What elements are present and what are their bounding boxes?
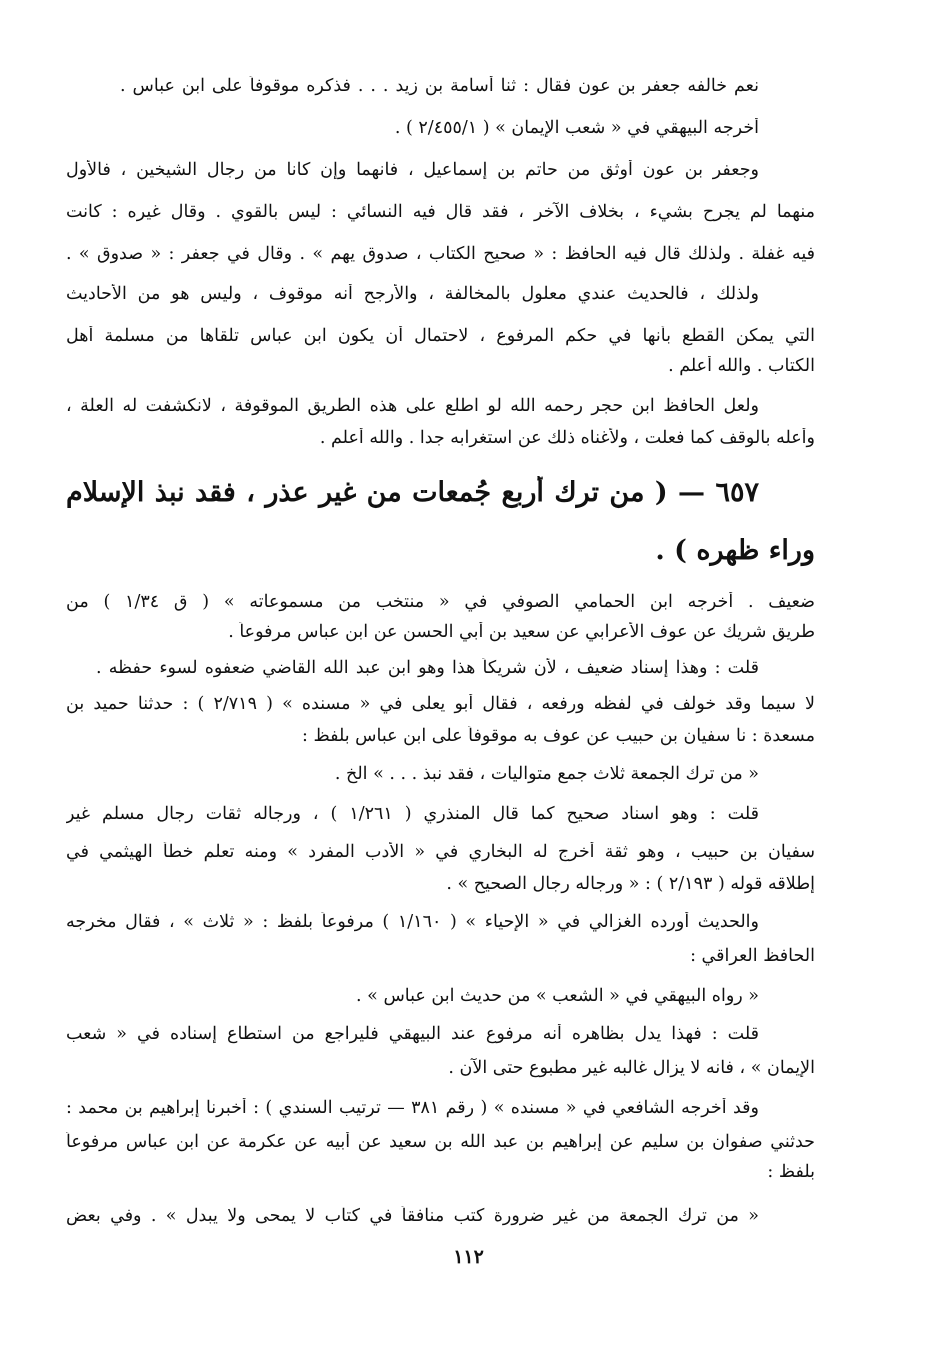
text-line: حدثني صفوان بن سليم عن إبراهيم بن عبد الله بن سعيد عن أبيه عن عكرمة عن ابن عباس مرفوعاً	[66, 1132, 815, 1152]
page-number: ١١٢	[453, 1246, 484, 1268]
text-line: وجعفر بن عون أوثق من حاتم بن إسماعيل ، فانهما وإن كانا من رجال الشيخين ، فالأول	[66, 160, 759, 180]
text-line: ولعل الحافظ ابن حجر رحمه الله لو اطلع على هذه الطريق الموقوفة ، لانكشفت له العلة ،	[66, 396, 759, 416]
text-line: وقد أخرجه الشافعي في « مسنده » ( رقم ٣٨١ — ترتيب السندي ) : أخبرنا إبراهيم بن محمد :	[66, 1098, 759, 1118]
text-line: إطلاقه قوله ( ٢/١٩٣ ) : « ورجاله رجال الصحيح » .	[446, 874, 815, 894]
text-line: التي يمكن القطع بأنها في حكم المرفوع ، لاحتمال أن يكون ابن عباس تلقاها من مسلمة أهل	[66, 326, 815, 346]
text-line: قلت : فهذا يدل بظاهره أنه مرفوع عند البيهقي فليراجع من استطاع إسناده في « شعب	[66, 1024, 759, 1044]
text-line: والحديث أورده الغزالي في « الإحياء » ( ١/١٦٠ ) مرفوعاً بلفظ : « ثلاث » ، فقال مخرجه	[66, 912, 759, 932]
text-line: قلت : وهو اسناد صحيح كما قال المنذري ( ١/٢٦١ ) ، ورجاله ثقات رجال مسلم غير	[66, 804, 759, 824]
text-line: نعم خالفه جعفر بن عون فقال : ثنا أسامة بن زيد . . . فذكره موقوفاً على ابن عباس .	[120, 76, 759, 96]
text-line: أخرجه البيهقي في « شعب الإيمان » ( ٢/٤٥٥/١ ) .	[394, 118, 759, 138]
text-line: الإيمان » ، فانه لا يزال غالبه غير مطبوع حتى الآن .	[448, 1058, 815, 1078]
text-line: فيه غفلة . ولذلك قال فيه الحافظ : « صحيح الكتاب ، صدوق يهم » . وقال في جعفر : « صدوق » .	[66, 244, 815, 264]
text-line: « من ترك الجمعة ثلاث جمع متواليات ، فقد نبذ . . . » الخ .	[334, 764, 759, 784]
text-line: « من ترك الجمعة من غير ضرورة كتب منافقاً في كتاب لا يمحى ولا يبدل » . وفي بعض	[66, 1206, 759, 1226]
text-line: لا سيما وقد خولف في لفظه ورفعه ، فقال أبو يعلى في « مسنده » ( ٢/٧١٩ ) : حدثنا حميد بن	[66, 694, 815, 714]
text-line: طريق شريك عن عوف الأعرابي عن سعيد بن أبي الحسن عن ابن عباس مرفوعاً .	[228, 622, 815, 642]
text-line: بلفظ :	[767, 1162, 815, 1182]
text-line: مسعدة : نا سفيان بن حبيب عن عوف به موقوفاً على ابن عباس بلفظ :	[302, 726, 815, 746]
text-line: الكتاب . والله أعلم .	[668, 356, 815, 376]
text-line: ضعيف . أخرجه ابن الحمامي الصوفي في « منتخب من مسموعاته » ( ق ١/٣٤ ) من	[66, 592, 815, 612]
hadith-heading: وراء ظهره ) .	[655, 535, 815, 566]
text-line: منهما لم يجرح بشيء ، بخلاف الآخر ، فقد قال فيه النسائي : ليس بالقوي . وقال غيره : كانت	[66, 202, 815, 222]
text-line: سفيان بن حبيب ، وهو ثقة أخرج له البخاري في « الأدب المفرد » ومنه تعلم خطأ الهيثمي في	[66, 842, 815, 862]
text-line: وأعله بالوقف كما فعلت ، ولأغناه ذلك عن استغرابه جدا . والله أعلم .	[319, 428, 815, 448]
text-line: « رواه البيهقي في « الشعب » من حديث ابن عباس » .	[356, 986, 759, 1006]
text-line: ولذلك ، فالحديث عندي معلول بالمخالفة ، والأرجح أنه موقوف ، وليس هو من الأحاديث	[66, 284, 759, 304]
hadith-heading: ٦٥٧ — ( من ترك أربع جُمعات من غير عذر ، فقد نبذ الإسلام	[66, 477, 759, 508]
text-line: قلت : وهذا إسناد ضعيف ، لأن شريكاً هذا وهو ابن عبد الله القاضي ضعفوه لسوء حفظه .	[96, 658, 759, 678]
text-line: الحافظ العراقي :	[690, 946, 815, 966]
